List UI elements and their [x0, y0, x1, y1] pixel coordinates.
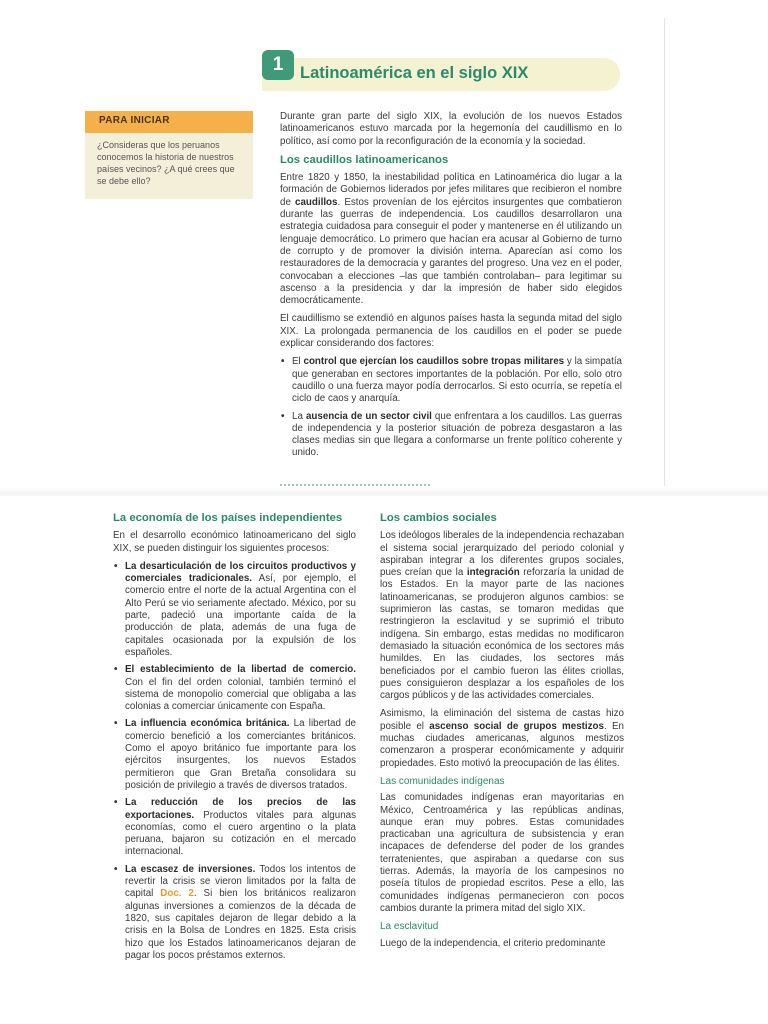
list-item: • La ausencia de un sector civil que enfrentara a los caudillos. Las guerras de independencia y la posterior situación de pobreza desgastaron a las clases medias sin que llegara a conformarse un frente político coherente y unido. — [292, 411, 622, 460]
economia-intro: En el desarrollo económico latinoamericano del siglo XIX, se pueden distinguir los siguientes procesos: — [113, 530, 356, 554]
upper-text-column — [280, 111, 622, 465]
caudillos-paragraph-2: El caudillismo se extendió en algunos países hasta la segunda mitad del siglo XIX. La prolongada permanencia de los caudillos en el poder se puede explicar considerando dos factores: — [280, 313, 622, 350]
para-iniciar-text: ¿Consideras que los peruanos conocemos la historia de nuestros países vecinos? ¿A qué crees que se debe ello? — [97, 140, 235, 186]
caudillos-heading: Los caudillos latinoamericanos — [280, 153, 449, 166]
list-item: • El establecimiento de la libertad de comercio. Con el fin del orden colonial, también terminó el sistema de monopolio comercial que obligaba a las colonias a comerciar únicamente con España. — [125, 664, 356, 713]
comunidades-subheading: Las comunidades indígenas — [380, 775, 505, 787]
sociales-paragraph-1: Los ideólogos liberales de la independencia rechazaban el sistema social jerarquizado del periodo colonial y aspiraban integrar a los diferentes grupos sociales, pues creían que la integración reforzaría la unidad de los Estados. En la mayor parte de las naciones latinoamericanas, se produjeron algunos cambios: se suprimieron las castas, se tomaron medidas que restringieron la esclavitud y se suprimió el tributo indígena. Sin embargo, estas medidas no modificaron demasiado la situación económica de los sectores más humildes. En las ciudades, los sectores más beneficiados por el cambio fueron las élites criollas, pues consiguieron desplazar a los españoles de los cargos públicos y de las actividades comerciales. — [380, 530, 625, 702]
economia-column — [113, 512, 356, 967]
sociales-paragraph-2: Asimismo, la eliminación del sistema de castas hizo posible el ascenso social de grupos mestizos. En muchas ciudades americanas, algunos mestizos comenzaron a prosperar económicamente y adquirir propiedades. Esto motivó la preocupación de las élites. — [380, 708, 624, 769]
caudillos-factors-list — [280, 356, 622, 459]
sociales-column — [380, 512, 624, 956]
doc-reference: Doc. 2 — [160, 888, 194, 900]
esclavitud-paragraph: Luego de la independencia, el criterio predominante — [380, 937, 606, 949]
intro-paragraph: Durante gran parte del siglo XIX, la evolución de los nuevos Estados latinoamericanos estuvo marcada por la hegemonía del caudillismo en lo político, así como por la reconfiguración de la economía y la sociedad. — [280, 111, 622, 147]
list-item: • El control que ejercían los caudillos sobre tropas militares y la simpatía que generaban en sectores importantes de la población. Por ello, solo otro caudillo o una fuerza mayor podía derrocarlos. Si esto ocurría, se repetía el ciclo de caos y anarquía. — [292, 356, 622, 405]
list-item: • La desarticulación de los circuitos productivos y comerciales tradicionales. Así, por ejemplo, el comercio entre el norte de la actual Argentina con el Alto Perú se vio seriamente afectado. México, por su parte, padeció una importante caída de la producción de plata, además de una fuga de capitales ocasionada por la expulsión de los españoles. — [125, 561, 356, 659]
esclavitud-subheading: La esclavitud — [380, 921, 439, 933]
sociales-heading: Los cambios sociales — [380, 512, 497, 524]
comunidades-paragraph: Las comunidades indígenas eran mayoritarias en México, Centroamérica y las repúblicas andinas, aunque eran muy pobres. Estas comunidades practicaban una agricultura de subsistencia y eran incapaces de defenderse del poder de los grandes terratenientes, que aspiraban a quedarse con sus tierras. Además, la mayoría de los campesinos no poseía títulos de propiedad escritos. Pese a ello, las comunidades indígenas permanecieron con pocos cambios durante la primera mitad del siglo XIX. — [380, 792, 624, 914]
economia-list — [113, 561, 356, 962]
page-edge-line — [664, 18, 665, 486]
list-item: • La influencia económica británica. La libertad de comercio benefició a los comerciantes británicos. Como el apoyo británico fue importante para los ejércitos insurgentes, los nuevos Estados permitieron que Gran Bretaña consolidara su posición de privilegio a través de diversos tratados. — [125, 718, 356, 792]
para-iniciar-heading: PARA INICIAR — [85, 111, 253, 133]
caudillos-paragraph-1: Entre 1820 y 1850, la inestabilidad política en Latinoamérica dio lugar a la formación de Gobiernos liderados por jefes militares que recibieron el nombre de caudillos. Estos provenían de los ejércitos insurgentes que combatieron durante las guerras de independencia. Los caudillos desarrollaron una estrategia cuidadosa para conseguir el poder y mantenerse en él utilizando un lenguaje democrático. Lo primero que hacían era acusar al Gobierno de turno de corrupto y de promover la división interna. Aparecían así como los restauradores de la democracia y garantes del progreso. Una vez en el poder, convocaban a elecciones –las que también controlaban– para legitimar su ascenso a la presidencia y dar la impresión de haber sido elegidos democráticamente. — [280, 172, 622, 307]
chapter-number-badge: 1 — [262, 50, 294, 80]
para-iniciar-box — [85, 111, 253, 199]
economia-heading: La economía de los países independientes — [113, 512, 343, 524]
page-title: Latinoamérica en el siglo XIX — [300, 64, 529, 82]
list-item: • La reducción de los precios de las exportaciones. Productos vitales para algunas economías, como el cuero argentino o la plata peruana, bajaron su cotización en el mercado internacional. — [125, 797, 356, 858]
list-item: • La escasez de inversiones. Todos los intentos de revertir la crisis se vieron limitados por la falta de capital Doc. 2. Si bien los británicos realizaron algunas inversiones a comienzos de la década de 1820, sus capitales dejaron de llegar debido a la crisis en la Bolsa de Londres en 1825. Esta crisis hizo que los Estados latinoamericanos dejaran de pagar los pocos préstamos externos. — [125, 864, 356, 962]
